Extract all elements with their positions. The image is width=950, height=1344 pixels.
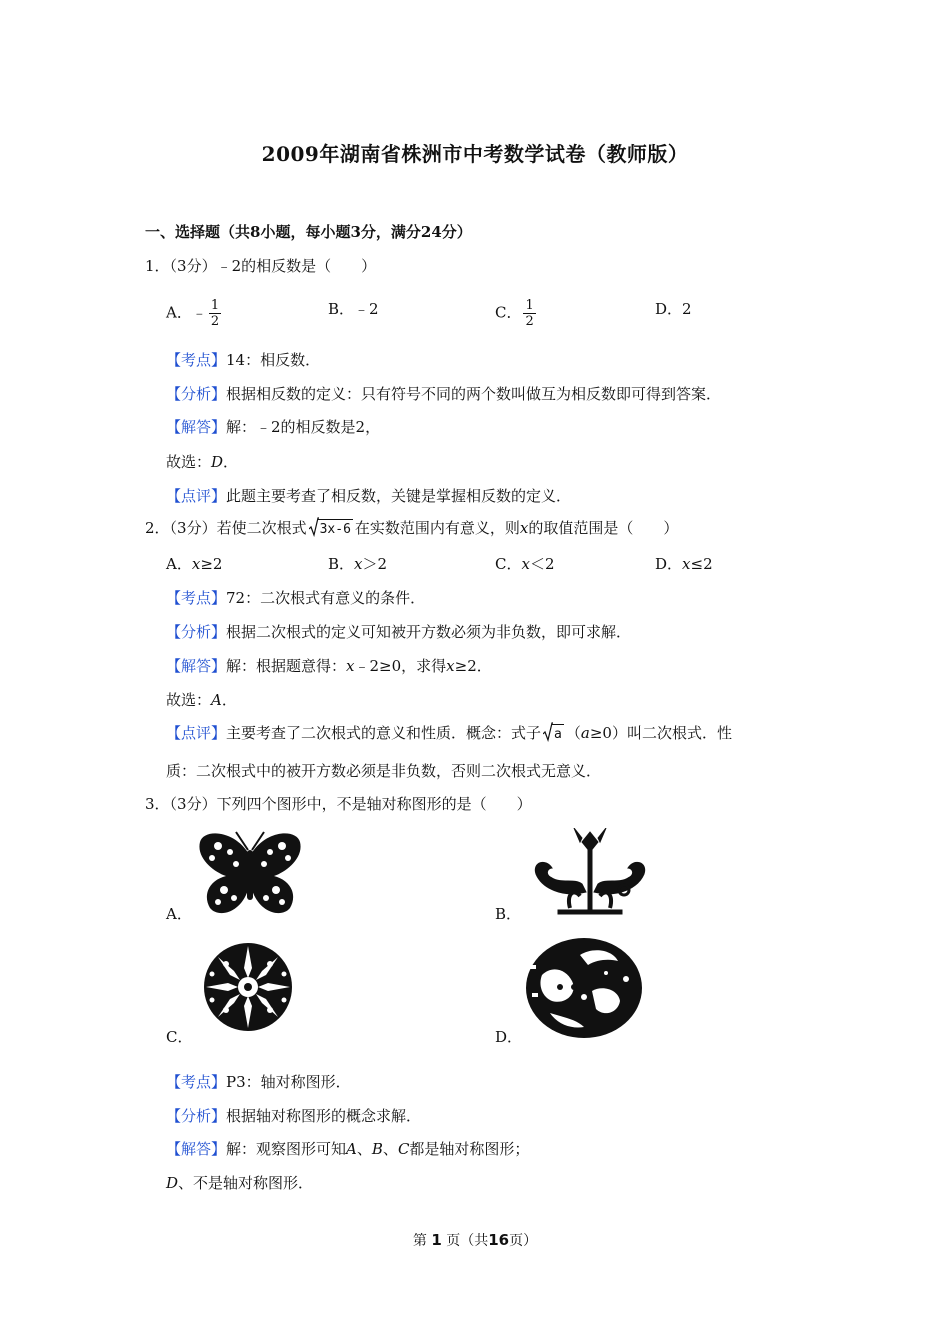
variable: D xyxy=(166,1174,179,1192)
stem-text: 2．（3分）若使二次根式 xyxy=(145,519,307,537)
page-title: 2009年湖南省株洲市中考数学试卷（教师版） xyxy=(261,142,689,166)
tag-label: 【分析】 xyxy=(166,623,227,641)
option-text: ≥2 xyxy=(200,555,223,573)
q2-fenxi xyxy=(166,622,631,642)
radical xyxy=(309,518,353,540)
q3-kaodian xyxy=(166,1072,351,1092)
q3-jieda xyxy=(166,1139,529,1159)
tag-text: 都是轴对称图形； xyxy=(409,1140,530,1158)
q1-dianping xyxy=(166,486,571,506)
tag-label: 【点评】 xyxy=(166,724,227,742)
variable: x xyxy=(354,555,363,573)
tag-text: 解：﹣2的相反数是2， xyxy=(226,418,381,436)
tag-label: 【分析】 xyxy=(166,385,227,403)
q1-kaodian xyxy=(166,350,320,370)
separator: 、 xyxy=(382,1140,398,1158)
option-label: A． xyxy=(166,555,192,573)
q1-option-b: B．﹣2 xyxy=(328,300,379,318)
variable: A xyxy=(346,1140,357,1158)
variable: x xyxy=(521,555,530,573)
answer-prefix: 故选： xyxy=(166,453,212,471)
q1-answer xyxy=(166,452,238,472)
q3-jieda-line2 xyxy=(166,1173,313,1193)
snowflake-pattern-figure xyxy=(196,938,300,1036)
separator: 、 xyxy=(356,1140,372,1158)
tag-text: 14：相反数． xyxy=(226,351,321,369)
tag-text: 根据轴对称图形的概念求解． xyxy=(226,1107,422,1125)
q1-option-a xyxy=(166,298,221,329)
tag-text: 主要考查了二次根式的意义和性质．概念：式子 xyxy=(226,724,542,742)
q2-dianping-line2: 质：二次根式中的被开方数必须是非负数，否则二次根式无意义． xyxy=(166,762,602,780)
q2-option-a xyxy=(166,554,222,574)
variable: x xyxy=(446,657,455,675)
option-label: A． xyxy=(166,303,192,322)
tag-text: P3：轴对称图形． xyxy=(226,1073,351,1091)
page-number: 1 xyxy=(431,1231,442,1249)
q3-option-b: B． xyxy=(495,905,522,923)
option-label: C． xyxy=(495,555,522,573)
minus-sign: ﹣ xyxy=(191,303,207,322)
tag-label: 【分析】 xyxy=(166,1107,227,1125)
tag-text: ≥2． xyxy=(454,657,492,675)
variable: C xyxy=(397,1140,410,1158)
radicand: a xyxy=(552,724,564,745)
tag-label: 【解答】 xyxy=(166,1140,227,1158)
tag-label: 【解答】 xyxy=(166,657,227,675)
footer-prefix: 第 xyxy=(412,1233,427,1249)
tag-text: 解：根据题意得： xyxy=(226,657,347,675)
butterfly-figure xyxy=(196,828,304,918)
q2-option-b xyxy=(328,554,387,574)
option-text: ＜2 xyxy=(529,555,555,573)
q1-option-d: D．2 xyxy=(655,300,692,318)
tag-text: ≥0）叫二次根式．性 xyxy=(589,724,732,742)
fraction xyxy=(523,298,535,329)
denominator: 2 xyxy=(525,314,534,329)
variable: x xyxy=(191,555,201,573)
option-label: D． xyxy=(655,555,683,573)
q2-kaodian xyxy=(166,588,425,608)
tag-label: 【考点】 xyxy=(166,351,227,369)
numerator: 1 xyxy=(525,298,534,313)
total-pages: 16 xyxy=(488,1231,510,1249)
answer-letter: D xyxy=(211,453,224,471)
page-footer xyxy=(0,1230,950,1250)
question-2-stem xyxy=(145,518,678,540)
q3-option-c: C． xyxy=(166,1028,193,1046)
numerator: 1 xyxy=(210,298,220,313)
q1-fenxi xyxy=(166,384,721,404)
tag-text: 72：二次根式有意义的条件． xyxy=(226,589,426,607)
option-label: B． xyxy=(328,555,355,573)
tag-text: ﹣2≥0，求得 xyxy=(354,657,447,675)
question-1-stem: 1．（3分）﹣2的相反数是（ ） xyxy=(145,257,377,275)
tag-text: 根据相反数的定义：只有符号不同的两个数叫做互为相反数即可得到答案． xyxy=(226,385,722,403)
radical-sign-icon xyxy=(309,517,319,537)
variable: x xyxy=(682,555,691,573)
option-text: ≤2 xyxy=(690,555,713,573)
tag-text: 根据二次根式的定义可知被开方数必须为非负数，即可求解． xyxy=(226,623,632,641)
variable: x xyxy=(519,519,529,537)
q3-option-a: A． xyxy=(166,905,192,923)
tag-label: 【考点】 xyxy=(166,589,227,607)
variable: x xyxy=(346,657,355,675)
denominator: 2 xyxy=(210,314,220,329)
answer-letter: A xyxy=(211,691,222,709)
radicand: 3x-6 xyxy=(318,519,353,540)
q2-option-d xyxy=(655,554,713,574)
q2-dianping xyxy=(166,723,732,745)
tag-text: 解：观察图形可知 xyxy=(226,1140,347,1158)
footer-middle: 页（共 xyxy=(446,1233,489,1249)
tag-text: （ xyxy=(565,724,581,742)
answer-suffix: ． xyxy=(221,691,237,709)
question-3-stem: 3．（3分）下列四个图形中，不是轴对称图形的是（ ） xyxy=(145,795,532,813)
stem-text: 的取值范围是（ ） xyxy=(528,519,679,537)
tag-label: 【点评】 xyxy=(166,487,227,505)
fraction xyxy=(209,298,221,329)
variable: B xyxy=(371,1140,383,1158)
ornament-figure xyxy=(522,828,658,916)
irregular-circle-figure xyxy=(522,935,646,1041)
radical-sign-icon xyxy=(543,722,553,742)
tag-label: 【解答】 xyxy=(166,418,227,436)
q3-option-d: D． xyxy=(495,1028,523,1046)
q3-fenxi xyxy=(166,1106,421,1126)
tag-text: 此题主要考查了相反数，关键是掌握相反数的定义． xyxy=(226,487,572,505)
q2-answer xyxy=(166,690,237,710)
variable: a xyxy=(580,724,590,742)
radical xyxy=(543,723,564,745)
answer-suffix: ． xyxy=(223,453,239,471)
q2-jieda xyxy=(166,656,492,676)
q1-jieda xyxy=(166,417,380,437)
section-heading: 一、选择题（共8小题，每小题3分，满分24分） xyxy=(145,223,472,241)
answer-prefix: 故选： xyxy=(166,691,212,709)
footer-suffix: 页） xyxy=(509,1233,538,1249)
option-text: ＞2 xyxy=(362,555,388,573)
option-label: C． xyxy=(495,303,522,322)
q2-option-c xyxy=(495,554,555,574)
stem-text: 在实数范围内有意义，则 xyxy=(354,519,520,537)
tag-label: 【考点】 xyxy=(166,1073,227,1091)
q1-option-c xyxy=(495,298,536,329)
tag-text: 、不是轴对称图形． xyxy=(178,1174,314,1192)
